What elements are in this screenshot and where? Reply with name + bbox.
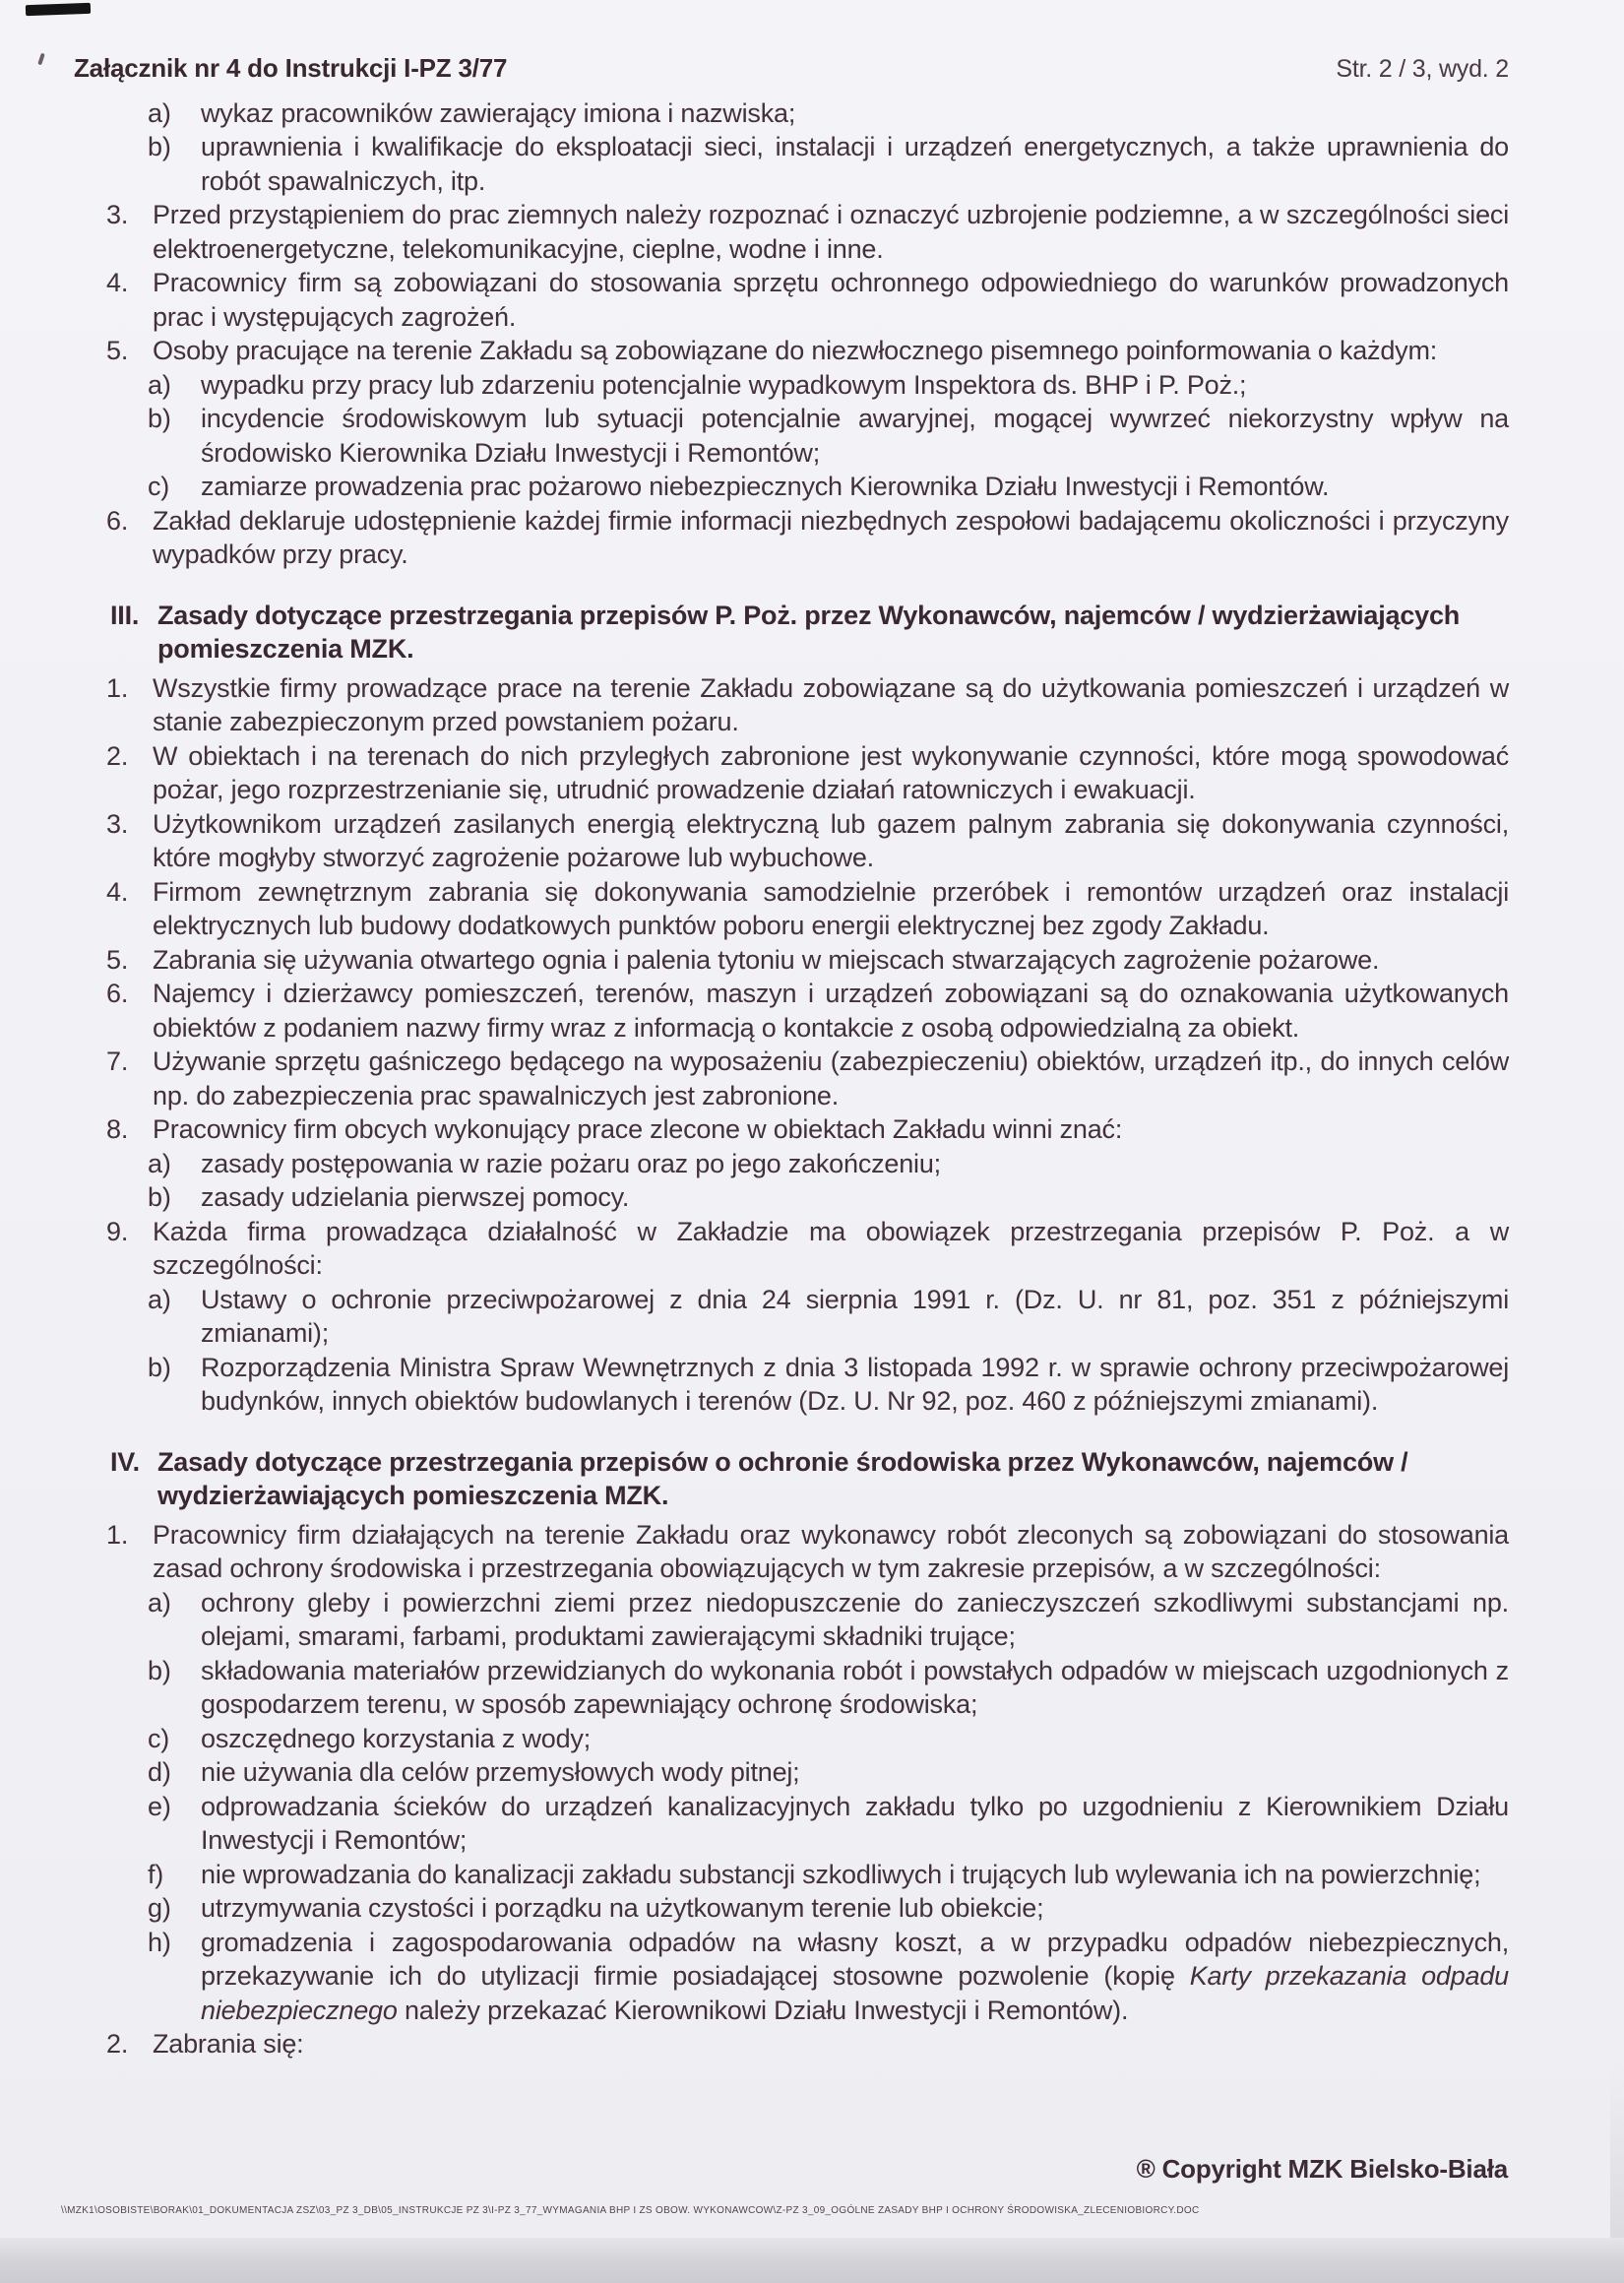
- document-title: Załącznik nr 4 do Instrukcji I-PZ 3/77: [74, 53, 508, 83]
- list-text: utrzymywania czystości i porządku na użytkowanym terenie lub obiekcie;: [201, 1893, 1044, 1923]
- list-item: [106, 198, 1509, 266]
- list-text: Przed przystąpieniem do prac ziemnych należy rozpoznać i oznaczyć uzbrojenie podziemne, a w szczególności sieci elektroenergetyczne, telekomunikacyjne, cieplne, wodne i inne.: [153, 200, 1509, 264]
- list-marker: f): [148, 1859, 164, 1889]
- list-item: [148, 368, 1509, 403]
- list-marker: a): [148, 97, 171, 128]
- list-text: Zabrania się:: [153, 2029, 304, 2059]
- list-text: zasady postępowania w razie pożaru oraz po jego zakończeniu;: [201, 1148, 941, 1178]
- list-item: [148, 1891, 1509, 1926]
- scan-artifact-tick: [37, 53, 45, 66]
- list-marker: 6.: [106, 505, 129, 536]
- list-marker: b): [148, 1655, 171, 1685]
- list-marker: 2.: [106, 2029, 129, 2059]
- list-text: Zakład deklaruje udostępnienie każdej firmie informacji niezbędnych zespołowi badającemu okoliczności i przyczyny wypadków przy pracy.: [153, 505, 1509, 569]
- list-marker: 5.: [106, 944, 129, 975]
- list-item: [106, 739, 1509, 807]
- list-item: [148, 1926, 1509, 2028]
- scan-artifact: [26, 3, 91, 16]
- list-item: [106, 807, 1509, 875]
- list-marker: 6.: [106, 979, 129, 1008]
- list-text: Osoby pracujące na terenie Zakładu są zobowiązane do niezwłocznego pisemnego poinformowania o każdym:: [153, 336, 1438, 365]
- list-item: [148, 1180, 1509, 1215]
- list-marker: 9.: [106, 1216, 129, 1246]
- list-marker: 4.: [106, 268, 129, 297]
- page-header: [74, 51, 1509, 87]
- list-text: nie wprowadzania do kanalizacji zakładu substancji szkodliwych i trujących lub wylewania ich na powierzchnię;: [201, 1859, 1481, 1889]
- list-marker: b): [148, 1352, 171, 1382]
- list-marker: b): [148, 1182, 171, 1212]
- list-text: Firmom zewnętrznym zabrania się dokonywania samodzielnie przeróbek i remontów urządzeń oraz instalacji elektrycznych lub budowy dodatkowych punktów poboru energii elektrycznej bez zgody Zakładu.: [153, 876, 1509, 940]
- list-text: nie używania dla celów przemysłowych wody pitnej;: [201, 1757, 800, 1787]
- list-text: W obiektach i na terenach do nich przyległych zabronione jest wykonywanie czynności, które mogą spowodować pożar, jego rozprzestrzenianie się, utrudnić prowadzenie działań ratowniczych i ewakuacji.: [153, 740, 1509, 804]
- list-marker: 8.: [106, 1114, 129, 1144]
- list-item: [148, 1283, 1509, 1351]
- list-text: ochrony gleby i powierzchni ziemi przez niedopuszczenie do zanieczyszczeń szkodliwymi substancjami np. olejami, smarami, farbami, produktami zawierającymi składniki trujące;: [201, 1587, 1509, 1651]
- list-text: odprowadzania ścieków do urządzeń kanalizacyjnych zakładu tylko po uzgodnieniu z Kierownikiem Działu Inwestycji i Remontów;: [201, 1791, 1509, 1855]
- list-marker: a): [148, 1587, 171, 1617]
- list-item: [148, 1586, 1509, 1654]
- list-marker: 1.: [106, 672, 129, 703]
- section-number: IV.: [110, 1446, 140, 1477]
- list-item: [106, 2027, 1509, 2061]
- list-text: Ustawy o ochronie przeciwpożarowej z dnia 24 sierpnia 1991 r. (Dz. U. nr 81, poz. 351 z późniejszymi zmianami);: [201, 1284, 1509, 1348]
- list-item: [148, 96, 1509, 131]
- list-text-segment: należy przekazać Kierownikowi Działu Inwestycji i Remontów).: [404, 1995, 1129, 2025]
- list-text: uprawnienia i kwalifikacje do eksploatacji sieci, instalacji i urządzeń energetycznych, a także uprawnienia do robót spawalniczych, itp.: [201, 132, 1509, 196]
- list-item: [148, 130, 1509, 198]
- list-item: [106, 671, 1509, 739]
- list-text: Każda firma prowadząca działalność w Zakładzie ma obowiązek przestrzegania przepisów P. Poż. a w szczególności:: [153, 1216, 1509, 1280]
- document-content: [74, 51, 1509, 2061]
- list-item: [106, 943, 1509, 978]
- list-text: [201, 1926, 1509, 2028]
- list-marker: h): [148, 1927, 171, 1957]
- list-marker: 5.: [106, 336, 129, 365]
- list-marker: b): [148, 404, 171, 433]
- scan-edge-bottom: [0, 2238, 1624, 2283]
- list-item: [148, 1755, 1509, 1790]
- list-marker: 7.: [106, 1046, 129, 1076]
- list-text: incydencie środowiskowym lub sytuacji potencjalnie awaryjnej, mogącej wywrzeć niekorzystny wpływ na środowisko Kierownika Działu Inwestycji i Remontów;: [201, 404, 1509, 468]
- list-text: zasady udzielania pierwszej pomocy.: [201, 1182, 630, 1212]
- file-path: \\MZK1\OSOBISTE\BORAK\01_DOKUMENTACJA ZSZ\03_PZ 3_DB\05_INSTRUKCJE PZ 3\I-PZ 3_77_WYMAGANIA BHP I ZS OBOW. WYKONAWCOW\Z-PZ 3_09_OGÓLNE ZASADY BHP I OCHRONY ŚRODOWISKA_ZLECENIOBIORCY.DOC: [61, 2205, 1200, 2216]
- list-text: Pracownicy firm działających na terenie Zakładu oraz wykonawcy robót zleconych są zobowiązani do stosowania zasad ochrony środowiska i przestrzegania obowiązujących w tym zakresie przepisów, a w szczególności:: [153, 1519, 1509, 1583]
- list-marker: c): [148, 472, 170, 501]
- list-marker: c): [148, 1723, 170, 1753]
- list-marker: 3.: [106, 200, 129, 229]
- section-heading-iv: [110, 1445, 1509, 1513]
- list-text: wykaz pracowników zawierający imiona i nazwiska;: [201, 97, 796, 128]
- page-indicator: Str. 2 / 3, wyd. 2: [1336, 55, 1509, 83]
- list-text-segment: gromadzenia i zagospodarowania odpadów na własny koszt, a w przypadku odpadów niebezpiecznych, przekazywanie ich do utylizacji firmie posiadającej stosowne pozwolenie (kopię: [201, 1927, 1509, 1991]
- list-item: [106, 1215, 1509, 1283]
- list-marker: 4.: [106, 876, 129, 907]
- list-item: [106, 875, 1509, 943]
- list-text: Użytkownikom urządzeń zasilanych energią elektryczną lub gazem palnym zabrania się dokonywania czynności, które mogłyby stworzyć zagrożenie pożarowe lub wybuchowe.: [153, 808, 1509, 872]
- section-number: III.: [110, 600, 140, 630]
- list-text: oszczędnego korzystania z wody;: [201, 1723, 592, 1753]
- list-marker: a): [148, 1284, 171, 1314]
- list-text: Wszystkie firmy prowadzące prace na terenie Zakładu zobowiązane są do użytkowania pomieszczeń i urządzeń w stanie zabezpieczonym przed powstaniem pożaru.: [153, 672, 1509, 736]
- list-marker: 3.: [106, 808, 129, 839]
- list-marker: d): [148, 1757, 171, 1787]
- list-item: [148, 1147, 1509, 1181]
- list-item: [148, 1351, 1509, 1419]
- list-marker: a): [148, 369, 171, 400]
- section-heading-iii: [110, 599, 1509, 666]
- list-marker: a): [148, 1148, 171, 1178]
- list-item: [148, 1722, 1509, 1756]
- list-text: Najemcy i dzierżawcy pomieszczeń, terenów, maszyn i urządzeń zobowiązani są do oznakowania użytkowanych obiektów z podaniem nazwy firmy wraz z informacją o kontakcie z osobą odpowiedzialną za obiekt.: [153, 979, 1509, 1043]
- copyright-notice: ® Copyright MZK Bielsko-Biała: [1136, 2154, 1508, 2184]
- list-text: wypadku przy pracy lub zdarzeniu potencjalnie wypadkowym Inspektora ds. BHP i P. Poż.;: [201, 369, 1247, 400]
- list-marker: 1.: [106, 1519, 129, 1550]
- list-item: [148, 402, 1509, 470]
- section-title: Zasady dotyczące przestrzegania przepisów P. Poż. przez Wykonawców, najemców / wydzierżawiających pomieszczenia MZK.: [157, 600, 1461, 664]
- list-text: składowania materiałów przewidzianych do wykonania robót i powstałych odpadów w miejscach uzgodnionych z gospodarzem terenu, w sposób zapewniający ochronę środowiska;: [201, 1655, 1509, 1719]
- list-item: [148, 1858, 1509, 1892]
- list-item: [106, 1518, 1509, 1586]
- list-marker: 2.: [106, 740, 129, 771]
- list-item: [106, 1045, 1509, 1112]
- list-marker: e): [148, 1791, 171, 1821]
- list-marker: g): [148, 1893, 171, 1923]
- list-text: Używanie sprzętu gaśniczego będącego na wyposażeniu (zabezpieczeniu) obiektów, urządzeń itp., do innych celów np. do zabezpieczenia prac spawalniczych jest zabronione.: [153, 1046, 1509, 1110]
- list-text-italic: Karty przekazania odpadu niebezpiecznego: [201, 1961, 1510, 2025]
- section-title: Zasady dotyczące przestrzegania przepisów o ochronie środowiska przez Wykonawców, najemców / wydzierżawiających pomieszczenia MZK.: [157, 1446, 1408, 1510]
- list-text: Rozporządzenia Ministra Spraw Wewnętrznych z dnia 3 listopada 1992 r. w sprawie ochrony przeciwpożarowej budynków, innych obiektów budowlanych i terenów (Dz. U. Nr 92, poz. 460 z późniejszymi zmianami).: [201, 1352, 1509, 1416]
- list-text: Pracownicy firm obcych wykonujący prace zlecone w obiektach Zakładu winni znać:: [153, 1114, 1123, 1144]
- list-item: [106, 334, 1509, 368]
- list-text: Zabrania się używania otwartego ognia i palenia tytoniu w miejscach stwarzających zagrożenie pożarowe.: [153, 944, 1380, 975]
- list-item: [148, 1790, 1509, 1858]
- list-item: [106, 504, 1509, 572]
- list-item: [106, 1112, 1509, 1147]
- list-item: [148, 1654, 1509, 1722]
- list-text: zamiarze prowadzenia prac pożarowo niebezpiecznych Kierownika Działu Inwestycji i Remontów.: [201, 472, 1330, 501]
- list-item: [106, 977, 1509, 1045]
- list-item: [106, 266, 1509, 334]
- list-marker: b): [148, 132, 171, 161]
- list-text: Pracownicy firm są zobowiązani do stosowania sprzętu ochronnego odpowiedniego do warunków prowadzonych prac i występujących zagrożeń.: [153, 268, 1509, 332]
- list-item: [148, 470, 1509, 504]
